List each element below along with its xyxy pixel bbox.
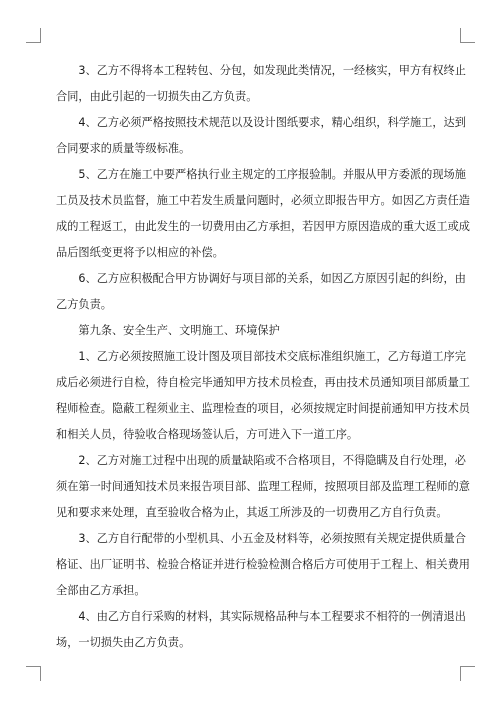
paragraph-line: 程师检查。隐蔽工程须业主、监理检查的项目，必须按规定时间提前通知甲方技术员 (56, 402, 470, 415)
paragraph-line: 品后图纸变更将予以相应的补偿。 (56, 246, 224, 259)
crop-mark-top-right (460, 28, 475, 43)
paragraph-line: 和相关人员，待验收合格现场签认后，方可进入下一道工序。 (56, 428, 359, 441)
paragraph-line: 4、由乙方自行采购的材料，其实际规格品种与本工程要求不相符的一例清退出 (78, 610, 466, 623)
paragraph-line: 成后必须进行自检，待自检完毕通知甲方技术员检查，再由技术员通知项目部质量工 (56, 376, 470, 389)
paragraph-line: 合同要求的质量等级标准。 (56, 142, 191, 155)
paragraph (56, 526, 470, 604)
paragraph-line: 第九条、安全生产、文明施工、环境保护 (78, 324, 280, 337)
paragraph-line: 3、乙方自行配带的小型机具、小五金及材料等，必须按照有关规定提供质量合 (78, 532, 466, 545)
paragraph-line: 乙方负责。 (56, 298, 112, 311)
paragraph-line: 格证、出厂证明书、检验合格证并进行检验检测合格后方可使用于工程上、相关费用 (56, 558, 470, 571)
paragraph (56, 604, 466, 656)
paragraph (56, 448, 470, 526)
paragraph-line: 6、乙方应积极配合甲方协调好与项目部的关系，如因乙方原因引起的纠纷，由 (78, 272, 466, 285)
paragraph-line: 工员及技术员监督，施工中若发生质量问题时，必须立即报告甲方。如因乙方责任造 (56, 194, 470, 207)
paragraph-line: 成的工程返工，由此发生的一切费用由乙方承担，若因甲方原因造成的重大返工或成 (56, 220, 470, 233)
paragraph-line: 见和要求来处理，直至验收合格为止，其返工所涉及的一切费用乙方自行负责。 (56, 506, 448, 519)
crop-mark-top-left (26, 28, 41, 43)
paragraph (56, 344, 470, 448)
crop-mark-bottom-right (460, 666, 475, 681)
paragraph (56, 266, 466, 318)
paragraph (56, 110, 466, 162)
section-heading (56, 318, 444, 344)
paragraph (56, 162, 470, 266)
paragraph-line: 场，一切损失由乙方负责。 (56, 636, 191, 649)
paragraph-line: 4、乙方必须严格按照技术规范以及设计图纸要求，精心组织，科学施工，达到 (78, 116, 466, 129)
paragraph-line: 2、乙方对施工过程中出现的质量缺陷或不合格项目，不得隐瞒及自行处理，必 (78, 454, 466, 467)
paragraph-line: 全部由乙方承担。 (56, 584, 146, 597)
paragraph-line: 5、乙方在施工中要严格执行业主规定的工序报验制。并服从甲方委派的现场施 (78, 168, 466, 181)
crop-mark-bottom-left (26, 666, 41, 681)
paragraph-line: 3、乙方不得将本工程转包、分包，如发现此类情况，一经核实，甲方有权终止 (78, 64, 466, 77)
paragraph-line: 1、乙方必须按照施工设计图及项目部技术交底标准组织施工，乙方每道工序完 (78, 350, 466, 363)
paragraph (56, 58, 466, 110)
paragraph-line: 须在第一时间通知技术员来报告项目部、监理工程师，按照项目部及监理工程师的意 (56, 480, 470, 493)
paragraph-line: 合同，由此引起的一切损失由乙方负责。 (56, 90, 258, 103)
document-body (56, 58, 470, 656)
